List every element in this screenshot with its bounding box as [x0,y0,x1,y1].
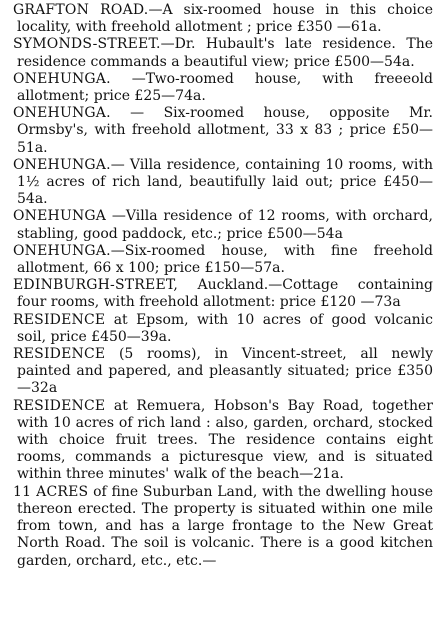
listing-residence-vincent-street [4,346,433,398]
listing-body: Auckland.—Cottage containing four rooms, with freehold allotment: price £120 —73a [17,277,433,311]
listing-grafton-road [4,2,433,36]
listing-symonds-street [4,36,433,70]
listing-onehunga-two-roomed [4,71,433,105]
listing-onehunga-six-roomed-freehold [4,243,433,277]
listing-residence-epsom [4,312,433,346]
listing-heading: EDINBURGH-STREET, [13,277,179,294]
listing-body: —Villa residence of 12 rooms, with orchard, stabling, good paddock, etc.; price £500—54a [17,208,433,242]
listing-body: —Six-roomed house, with fine freehold allotment, 66 x 100; price £150—57a. [17,242,433,277]
listing-heading: ONEHUNGA. [13,156,111,173]
listing-body: — Six-roomed house, opposite Mr. Ormsby's, with freehold allotment, 33 x 83 ; price £50—51a. [17,105,433,156]
listing-heading: GRAFTON ROAD. [13,2,149,18]
listing-body: —Dr. Hubault's late residence. The residence commands a beautiful view; price £500—54a. [17,36,433,70]
listing-residence-remuera [4,398,433,484]
listing-heading: ONEHUNGA [13,208,107,225]
listing-onehunga-villa-10-rooms [4,157,433,209]
listing-body: —A six-roomed house in this choice locality, with freehold allotment ; price £350 —61a. [17,2,433,36]
listing-body: at Epsom, with 10 acres of good volcanic soil, price £450—39a. [17,311,433,345]
listing-body: —Two-roomed house, with freeeold allotment; price £25—74a. [17,70,433,105]
listing-onehunga-six-roomed-ormsby [4,105,433,157]
listing-heading: RESIDENCE [13,397,106,414]
listing-body: of fine Suburban Land, with the dwelling house thereon erected. The property is situated within one mile from town, and has a large frontage to the New Great North Road. The soil is volcanic. There is a good kitchen garden, orchard, etc., etc.— [17,483,433,569]
listing-suburban-land [4,484,433,570]
listing-onehunga-villa-12-rooms [4,208,433,242]
listing-heading: RESIDENCE [13,346,106,363]
listing-body: (5 rooms), in Vincent-street, all newly painted and papered, and pleasantly situated; price £350—32a [17,346,433,397]
listing-heading: ONEHUNGA. [13,70,111,87]
listing-edinburgh-street [4,277,433,311]
listing-body: at Remuera, Hobson's Bay Road, together with 10 acres of rich land : also, garden, orchard, stocked with choice fruit trees. The residence contains eight rooms, commands a picturesque view, and is situated within three minutes' walk of the beach—21a. [17,397,433,483]
listing-heading: RESIDENCE [13,311,106,328]
listing-body: — Villa residence, containing 10 rooms, with 1½ acres of rich land, beautifully laid out; price £450—54a. [17,156,433,208]
listing-heading: ONEHUNGA. [13,105,111,122]
listing-heading: SYMONDS-STREET. [13,36,161,53]
listing-heading: ONEHUNGA. [13,242,111,259]
listing-heading: 11 ACRES [13,483,89,500]
